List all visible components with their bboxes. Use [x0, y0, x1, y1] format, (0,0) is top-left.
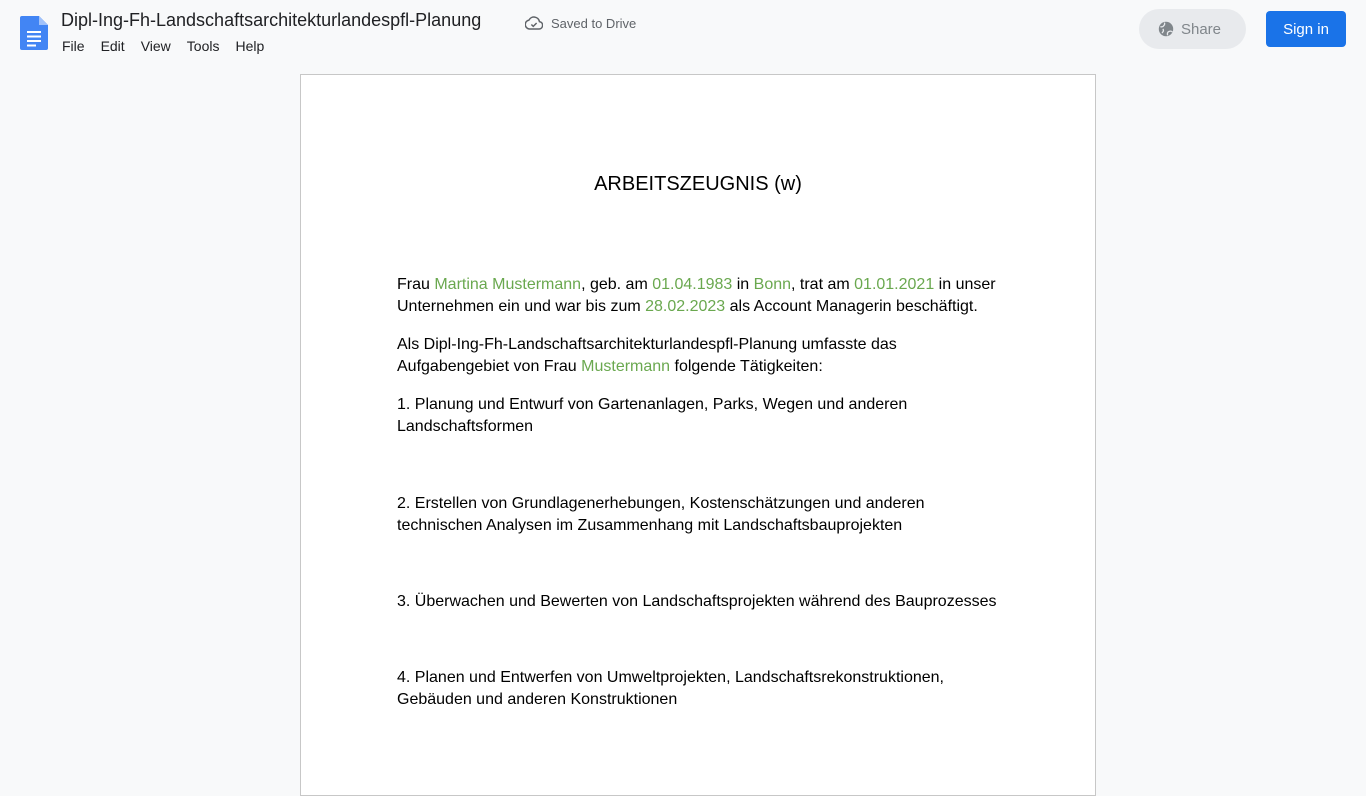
share-button[interactable]	[1139, 9, 1246, 49]
menu-file[interactable]: File	[62, 38, 85, 54]
menu-help[interactable]: Help	[235, 38, 265, 54]
text-trat: , trat am	[791, 276, 855, 293]
text-als: als Account Managerin beschäftigt.	[725, 298, 978, 315]
top-bar	[0, 0, 1366, 64]
text-geb: , geb. am	[581, 276, 653, 293]
share-label: Share	[1180, 20, 1222, 38]
placeholder-end-date: 28.02.2023	[645, 298, 726, 315]
text-frau: Frau	[397, 276, 435, 293]
document-title[interactable]: Dipl-Ing-Fh-Landschaftsarchitekturlandespfl-Planung	[61, 10, 482, 30]
role-paragraph	[397, 334, 917, 378]
menu-edit[interactable]: Edit	[100, 38, 125, 54]
task-item-3: 3. Überwachen und Bewerten von Landschaftsprojekten während des Bauprozesses	[397, 593, 997, 610]
task-item-2: 2. Erstellen von Grundlagenerhebungen, Kostenschätzungen und anderen technischen Analysen im Zusammenhang mit Landschaftsbauprojekten	[397, 495, 925, 534]
document-page[interactable]	[300, 74, 1096, 796]
placeholder-city: Bonn	[753, 276, 792, 293]
sign-in-button[interactable]: Sign in	[1266, 11, 1346, 47]
menu-tools[interactable]: Tools	[186, 38, 220, 54]
menu-view[interactable]: View	[140, 38, 171, 54]
cloud-done-icon	[525, 16, 543, 30]
placeholder-surname: Mustermann	[581, 358, 671, 375]
text-in: in	[732, 276, 754, 293]
placeholder-name: Martina Mustermann	[434, 276, 582, 293]
menu-bar	[54, 36, 272, 56]
text-role-after: folgende Tätigkeiten:	[670, 358, 823, 375]
google-docs-icon[interactable]	[20, 16, 48, 50]
text-unser: in unser Unternehmen ein und war bis zum	[397, 276, 996, 315]
placeholder-start-date: 01.01.2021	[854, 276, 935, 293]
task-item-1: 1. Planung und Entwurf von Gartenanlagen, Parks, Wegen und anderen Landschaftsformen	[397, 396, 908, 435]
placeholder-birth-date: 01.04.1983	[652, 276, 733, 293]
save-status-label: Saved to Drive	[551, 15, 637, 31]
save-status[interactable]	[525, 14, 636, 32]
globe-icon	[1158, 21, 1174, 37]
intro-paragraph	[397, 274, 1007, 318]
text-role-before: Als Dipl-Ing-Fh-Landschaftsarchitekturlandespfl-Planung umfasste das Aufgabengebiet von Frau	[397, 336, 897, 375]
document-heading: ARBEITSZEUGNIS (w)	[594, 173, 802, 195]
task-item-4: 4. Planen und Entwerfen von Umweltprojekten, Landschaftsrekonstruktionen, Gebäuden und anderen Konstruktionen	[397, 669, 944, 708]
